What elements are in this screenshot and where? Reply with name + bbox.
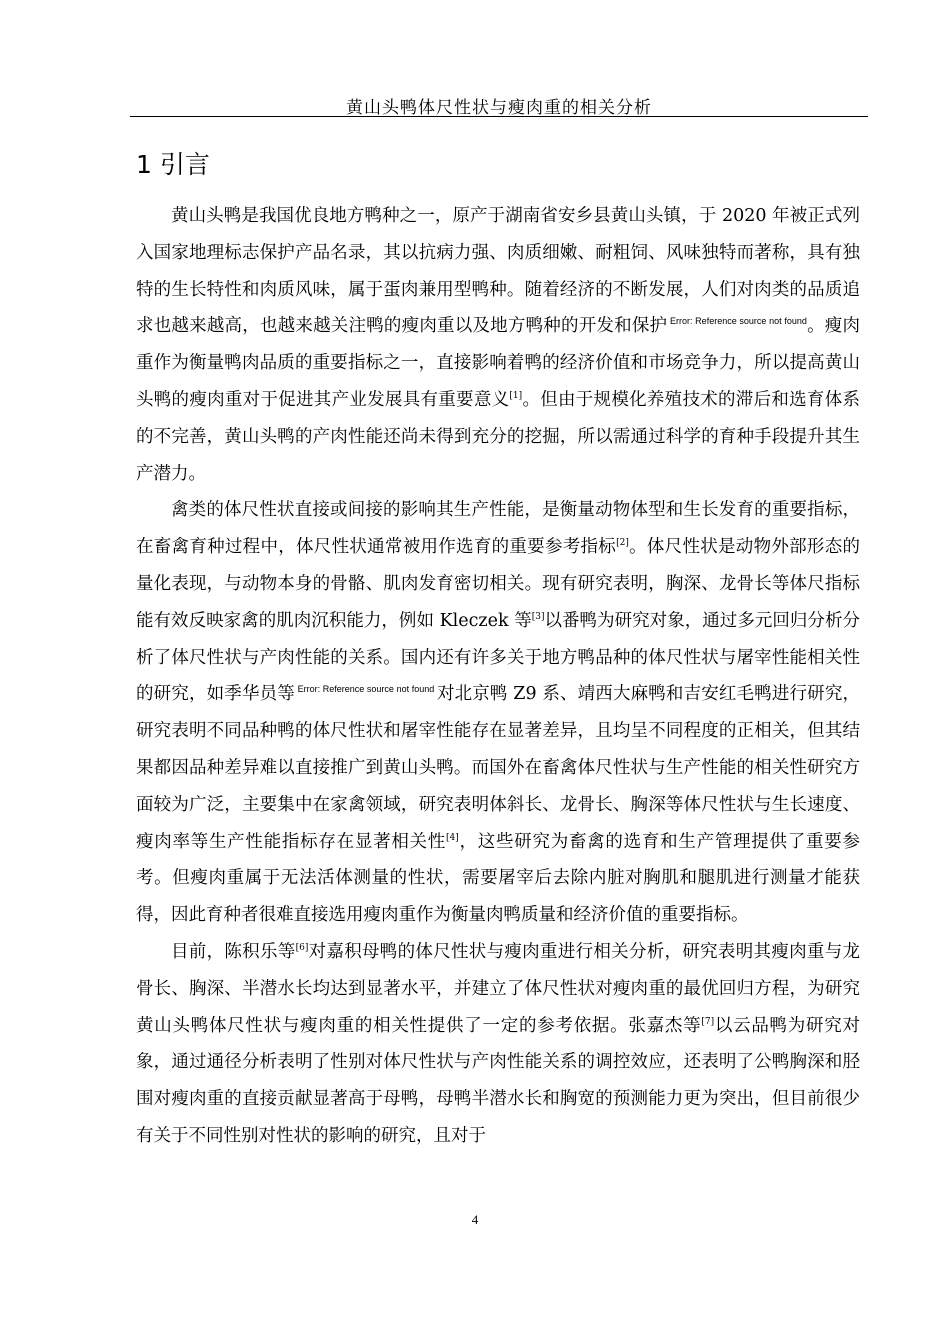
paragraph [136,934,860,1155]
citation-ref: [6] [295,943,309,954]
paragraph-text: 黄山头鸭是我国优良地方鸭种之一，原产于湖南省安乡县黄山头镇，于 2020 年被正式列入国家地理标志保护产品名录，其以抗病力强、肉质细嫩、耐粗饲、风味独特而著称，具有独特的生长特性和肉质风味，属于蛋肉兼用型鸭种。随着经济的不断发展，人们对肉类的品质追求也越来越高，也越来越关注鸭的瘦肉重以及地方鸭种的开发和保护 [136,206,860,337]
header-rule [130,116,868,117]
body-text [136,198,860,1155]
reference-error: Error: Reference source not found [294,684,437,695]
paragraph-text: 以番鸭为研究对象，通过多元回归分析分析了体尺性状与产肉性能的关系。国内还有许多关于地方鸭品种的体尺性状与屠宰性能相关性的研究，如季华员等 [136,610,860,705]
paragraph-text: 。体尺性状是动物外部形态的量化表现，与动物本身的骨骼、肌肉发育密切相关。现有研究表明，胸深、龙骨长等体尺指标能有效反映家禽的肌肉沉积能力，例如 Kleczek 等 [136,537,860,631]
citation-ref: [7] [701,1016,715,1027]
paragraph-text: ，这些研究为畜禽的选育和生产管理提供了重要参考。但瘦肉重属于无法活体测量的性状，需要屠宰后去除内脏对胸肌和腿肌进行测量才能获得，因此育种者很难直接选用瘦肉重作为衡量肉鸭质量和经济价值的重要指标。 [136,831,860,926]
section-heading: 1 引言 [136,150,210,179]
citation-ref: [2] [616,538,629,549]
paragraph-text: 。但由于规模化养殖技术的滞后和选育体系的不完善，黄山头鸭的产肉性能还尚未得到充分的挖掘，所以需通过科学的育种手段提升其生产潜力。 [136,389,860,484]
paragraph [136,198,860,492]
citation-ref: [4] [446,832,459,843]
paragraph-text: 对嘉积母鸭的体尺性状与瘦肉重进行相关分析，研究表明其瘦肉重与龙骨长、胸深、半潜水长均达到显著水平，并建立了体尺性状对瘦肉重的最优回归方程，为研究黄山头鸭体尺性状与瘦肉重的相关性提供了一定的参考依据。张嘉杰等 [136,941,861,1036]
running-header: 黄山头鸭体尺性状与瘦肉重的相关分析 [346,98,652,118]
page-number: 4 [471,1212,479,1227]
paragraph [136,492,860,934]
paragraph-text: 对北京鸭 Z9 系、靖西大麻鸭和吉安红毛鸭进行研究，研究表明不同品种鸭的体尺性状和屠宰性能存在显著差异，且均呈不同程度的正相关，但其结果都因品种差异难以直接推广到黄山头鸭。而国外在畜禽体尺性状与生产性能的相关性研究方面较为广泛，主要集中在家禽领域，研究表明体斜长、龙骨长、胸深等体尺性状与生长速度、瘦肉率等生产性能指标存在显著相关性 [136,684,861,852]
paragraph-text: 禽类的体尺性状直接或间接的影响其生产性能，是衡量动物体型和生长发育的重要指标，在畜禽育种过程中，体尺性状通常被用作选育的重要参考指标 [136,500,860,558]
citation-ref: [1] [509,391,523,402]
paragraph-text: 。瘦肉重作为衡量鸭肉品质的重要指标之一，直接影响着鸭的经济价值和市场竞争力，所以提高黄山头鸭的瘦肉重对于促进其产业发展具有重要意义 [136,316,861,410]
paragraph-text: 目前，陈积乐等 [171,941,296,962]
paragraph-text: 以云品鸭为研究对象，通过通径分析表明了性别对体尺性状与产肉性能关系的调控效应，还表明了公鸭胸深和胫围对瘦肉重的直接贡献显著高于母鸭，母鸭半潜水长和胸宽的预测能力更为突出，但目前很少有关于不同性别对性状的影响的研究，且对于 [136,1015,861,1146]
citation-ref: [3] [531,611,545,622]
reference-error: Error: Reference source not found [667,316,807,327]
